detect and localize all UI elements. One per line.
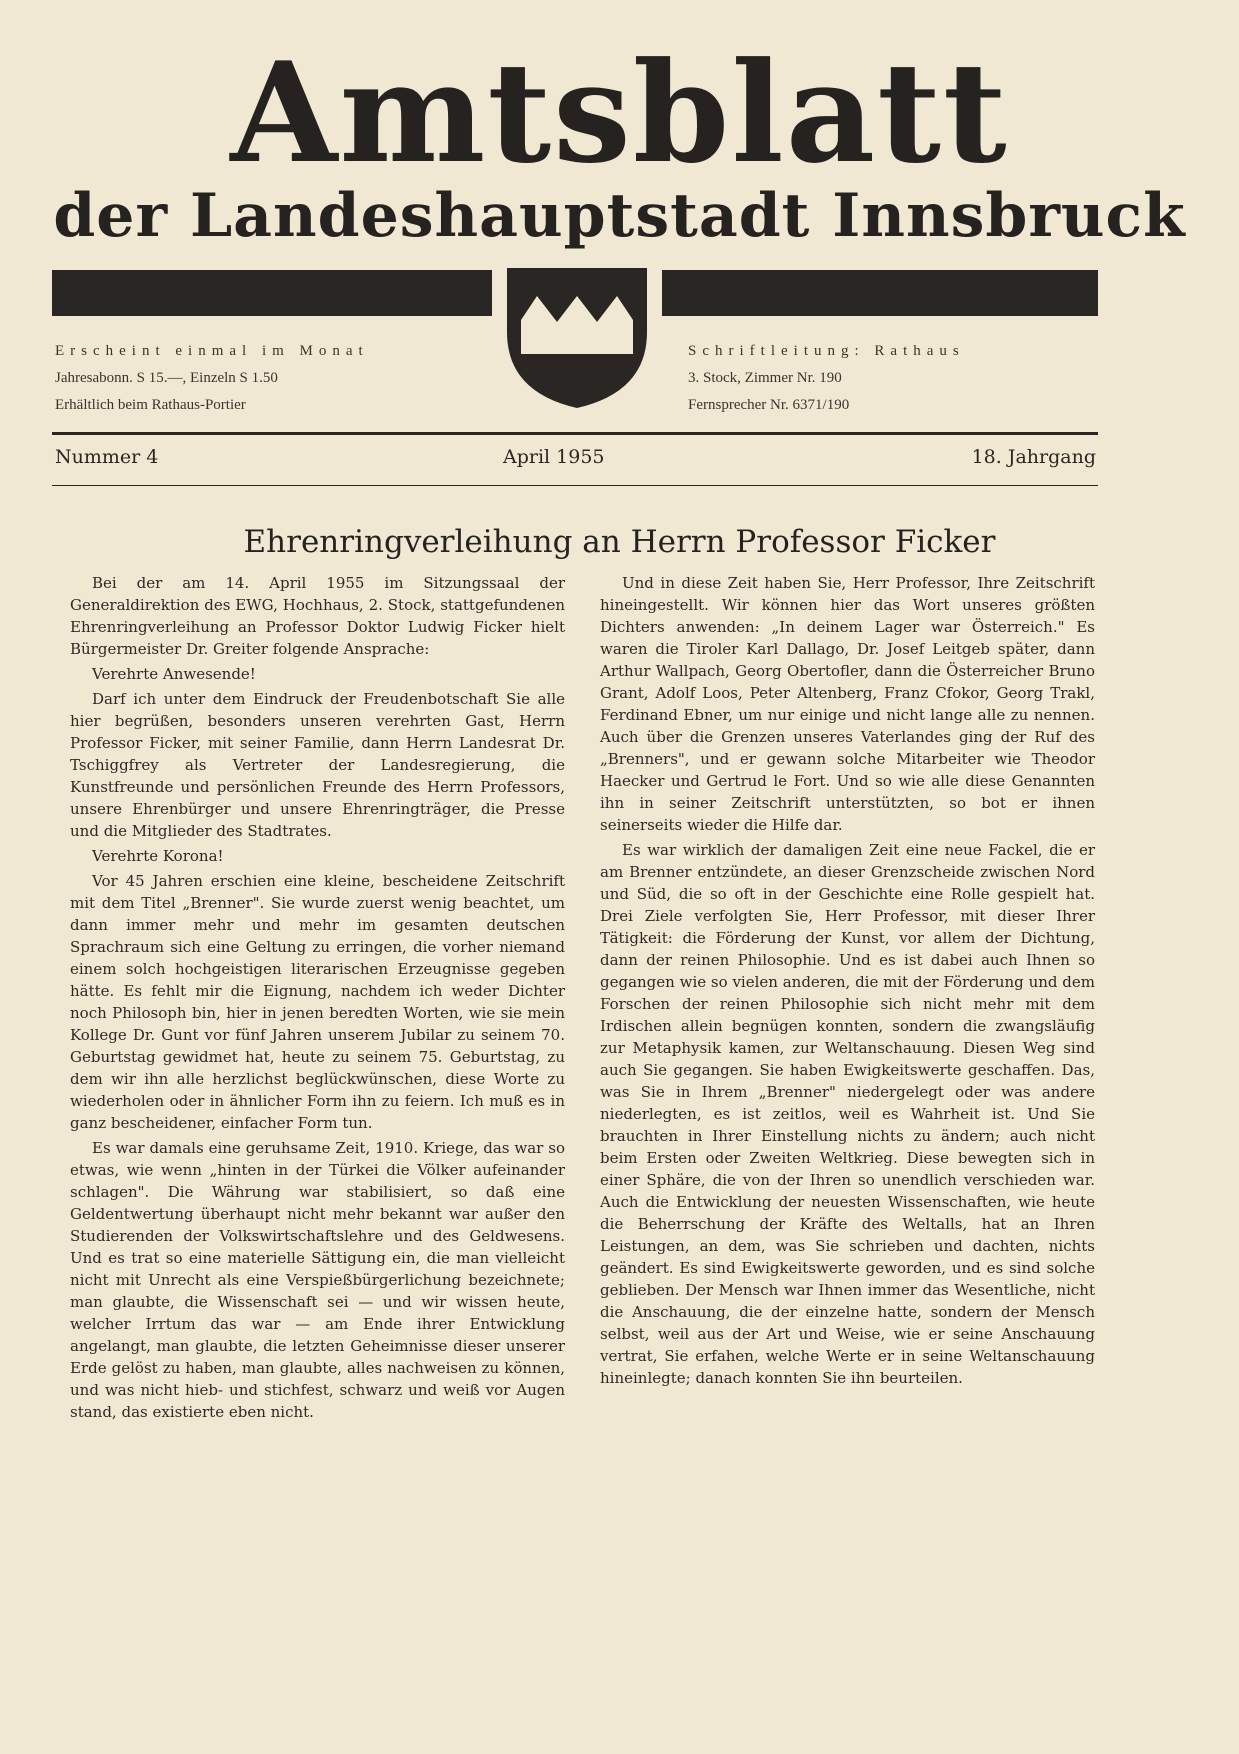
article-column-left — [70, 572, 565, 1426]
issue-volume: 18. Jahrgang — [971, 446, 1096, 468]
header-rule-bottom — [52, 485, 1098, 486]
issue-date: April 1955 — [503, 446, 605, 468]
article-paragraph: Bei der am 14. April 1955 im Sitzungssaal der Generaldirektion des EWG, Hochhaus, 2. Stock, stattgefundenen Ehrenringverleihung an Professor Doktor Ludwig Ficker hielt Bürgermeister Dr. Greiter folgende Ansprache: — [70, 574, 565, 658]
frequency-text: Erscheint einmal im Monat — [55, 343, 369, 359]
office-room-text: 3. Stock, Zimmer Nr. 190 — [688, 370, 842, 386]
publication-info-left — [55, 338, 369, 419]
masthead-subtitle: der Landeshauptstadt Innsbruck — [53, 181, 1186, 251]
masthead-title: Amtsblatt — [230, 31, 1009, 194]
article-paragraph: Darf ich unter dem Eindruck der Freudenbotschaft Sie alle hier begrüßen, besonders unseren verehrten Gast, Herrn Professor Ficker, mit seiner Familie, dann Herrn Landesrat Dr. Tschiggfrey als Vertreter der Landesregierung, die Kunstfreunde und persönlichen Freunde des Herrn Professors, unsere Ehrenbürger und unsere Ehrenringträger, die Presse und die Mitglieder des Stadtrates. — [70, 690, 565, 840]
article-paragraph: Es war damals eine geruhsame Zeit, 1910. Kriege, das war so etwas, wie wenn „hinten in der Türkei die Völker aufeinander schlagen". Die Währung war stabilisiert, so daß eine Geldentwertung überhaupt nicht mehr bekannt war außer den Studierenden der Volkswirtschaftslehre und des Geldwesens. Und es trat so eine materielle Sättigung ein, die man vielleicht nicht mit Unrecht als eine Verspießbürgerlichung bezeichnete; man glaubte, die Wissenschaft sei — und wir wissen heute, welcher Irrtum das war — am Ende ihrer Entwicklung angelangt, man glaubte, die letzten Geheimnisse dieser unserer Erde gelöst zu haben, man glaubte, alles nachweisen zu können, und was nicht hieb- und stichfest, schwarz und weiß vor Augen stand, das existierte eben nicht. — [70, 1139, 565, 1421]
phone-text: Fernsprecher Nr. 6371/190 — [688, 397, 850, 413]
publication-info-right — [688, 338, 965, 419]
editorial-office-text: Schriftleitung: Rathaus — [688, 343, 965, 359]
article-paragraph: Verehrte Korona! — [92, 847, 224, 865]
masthead-bar-right — [662, 270, 1098, 316]
issue-line — [55, 446, 1096, 476]
article-paragraph: Vor 45 Jahren erschien eine kleine, bescheidene Zeitschrift mit dem Titel „Brenner". Sie wurde zuerst wenig beachtet, um dann immer mehr und mehr im gesamten deutschen Sprachraum sich eine Geltung zu erringen, die vorher niemand einem solch hochgeistigen literarischen Erzeugnisse gegeben hätte. Es fehlt mir die Eignung, nachdem ich weder Dichter noch Philosoph bin, hier in jenen beredten Worten, wie sie mein Kollege Dr. Gunt vor fünf Jahren unserem Jubilar zu seinem 70. Geburtstag gewidmet hat, heute zu seinem 75. Geburtstag, zu dem wir ihn alle herzlichst beglückwünschen, diese Worte zu wiederholen oder in ähnlicher Form ihn zu feiern. Ich muß es in ganz bescheidener, einfacher Form tun. — [70, 872, 565, 1132]
masthead-bar-left — [52, 270, 492, 316]
article-paragraph: Verehrte Anwesende! — [92, 665, 256, 683]
price-text: Jahresabonn. S 15.—, Einzeln S 1.50 — [55, 370, 278, 386]
availability-text: Erhältlich beim Rathaus-Portier — [55, 397, 246, 413]
article-headline: Ehrenringverleihung an Herrn Professor Ficker — [243, 524, 996, 560]
issue-number: Nummer 4 — [55, 446, 159, 468]
article-paragraph: Und in diese Zeit haben Sie, Herr Professor, Ihre Zeitschrift hineingestellt. Wir können hier das Wort unseres größten Dichters anwenden: „In deinem Lager war Österreich." Es waren die Tiroler Karl Dallago, Dr. Josef Leitgeb später, dann Arthur Wallpach, Georg Obertofler, dann die Österreicher Bruno Grant, Adolf Loos, Peter Altenberg, Franz Cfokor, Georg Trakl, Ferdinand Ebner, um nur einige und nicht lange alle zu nennen. Auch über die Grenzen unseres Vaterlandes ging der Ruf des „Brenners", und er gewann solche Mitarbeiter wie Theodor Haecker und Gertrud le Fort. Und so wie alle diese Genannten ihn in seiner Zeitschrift unterstützten, so bot er ihnen seinerseits wieder die Hilfe dar. — [600, 574, 1095, 834]
article-column-right — [600, 572, 1095, 1392]
city-crest-icon — [503, 262, 651, 412]
header-rule-top — [52, 432, 1098, 435]
article-paragraph: Es war wirklich der damaligen Zeit eine neue Fackel, die er am Brenner entzündete, an dieser Grenzscheide zwischen Nord und Süd, die so oft in der Geschichte eine Rolle gespielt hat. Drei Ziele verfolgten Sie, Herr Professor, mit dieser Ihrer Tätigkeit: die Förderung der Kunst, vor allem der Dichtung, dann der reinen Philosophie. Und es ist dabei auch Ihnen so gegangen wie so vielen anderen, die mit der Förderung und dem Forschen der reinen Philosophie sich nicht mehr mit dem Irdischen allein begnügen konnten, sondern die zwangsläufig zur Metaphysik kamen, zur Weltanschauung. Diesen Weg sind auch Sie gegangen. Sie haben Ewigkeitswerte geschaffen. Das, was Sie in Ihrem „Brenner" niedergelegt oder was andere niederlegten, es ist zeitlos, weil es Wahrheit ist. Und Sie brauchten in Ihrer Einstellung nichts zu ändern; auch nicht beim Ersten oder Zweiten Weltkrieg. Diese bewegten sich in einer Sphäre, die von der Ihren so unendlich verschieden war. Auch die Entwicklung der neuesten Wissenschaften, wie heute die Beherrschung der Kräfte des Weltalls, hat an Ihren Leistungen, an dem, was Sie schrieben und dachten, nichts geändert. Es sind Ewigkeitswerte geworden, und es sind solche geblieben. Der Mensch war Ihnen immer das Wesentliche, nicht die Anschauung, die der einzelne hatte, sondern der Mensch selbst, weil aus der Art und Weise, wie er seine Anschauung vertrat, Sie erfahen, welche Werte er in seine Weltanschauung hineinlegte; danach konnten Sie ihn beurteilen. — [600, 841, 1095, 1387]
